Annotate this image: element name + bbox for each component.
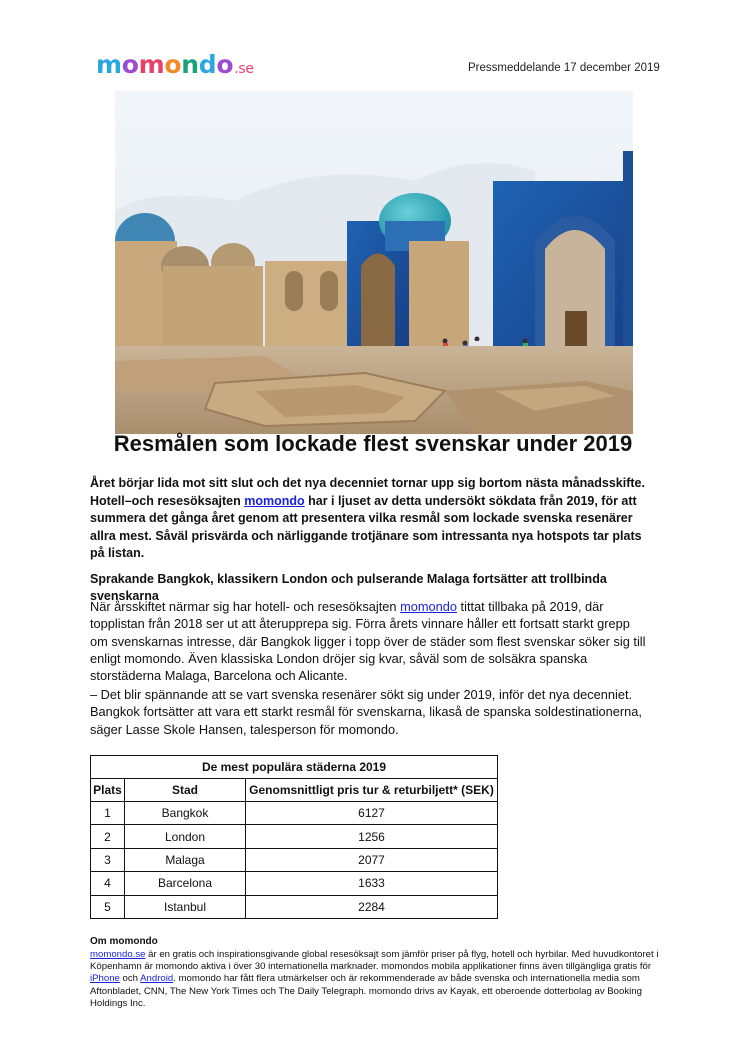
- lead-paragraph: [90, 475, 650, 563]
- momondo-se-link[interactable]: momondo.se: [90, 949, 146, 960]
- quote-paragraph: – Det blir spännande att se vart svenska resenärer sökt sig under 2019, inför det nya decenniet. Bangkok fortsätter att vara ett starkt resmål för svenskarna, likaså de spanska soldestinationerna, säger Lasse Skole Hansen, talesperson för momondo.: [90, 687, 642, 737]
- table-cell: 1256: [246, 825, 498, 848]
- momondo-link[interactable]: momondo: [400, 599, 457, 614]
- table-cell: 2077: [246, 848, 498, 871]
- table-cell: 5: [91, 895, 125, 918]
- table-cell: 3: [91, 848, 125, 871]
- table-row: [91, 825, 498, 848]
- logo-letter: o: [121, 50, 139, 79]
- table-cell: Istanbul: [125, 895, 246, 918]
- table-row: [91, 895, 498, 918]
- press-release-date: Pressmeddelande 17 december 2019: [468, 62, 660, 74]
- samarkand-photo-icon: [115, 91, 633, 434]
- logo-letter: n: [181, 50, 199, 79]
- about-text: är en gratis och inspirationsgivande global resesöksajt som jämför priser på flyg, hotell och hyrbilar. Med huvudkontoret i Köpenhamn är momondo aktiva i över 30 internationella marknader. momondos mobila applikationer finns även tillgängliga gratis för: [90, 949, 659, 973]
- logo-letter: o: [216, 50, 234, 79]
- logo-letter: m: [96, 50, 122, 79]
- table-title: De mest populära städerna 2019: [91, 756, 498, 779]
- lead-text: har i ljuset av detta undersökt sökdata från 2019, för att summera det gånga året genom att presentera vilka resmål som lockade svenska resenärer allra mest. Såväl prisvärda och närliggande trotjänare som intressanta nya hotspots tar plats på listan.: [90, 493, 642, 560]
- column-header-stad: Stad: [125, 779, 246, 802]
- table-cell: 2284: [246, 895, 498, 918]
- momondo-logo[interactable]: [96, 52, 254, 77]
- table-cell: 1633: [246, 872, 498, 895]
- table-cell: 4: [91, 872, 125, 895]
- table-cell: Bangkok: [125, 802, 246, 825]
- headline: Resmålen som lockade flest svenskar under 2019: [113, 431, 633, 456]
- table-cell: London: [125, 825, 246, 848]
- table-cell: 6127: [246, 802, 498, 825]
- body-text: När årsskiftet närmar sig har hotell- och resesöksajten: [90, 599, 401, 614]
- logo-letter: d: [198, 50, 217, 79]
- about-paragraph: [90, 949, 660, 1010]
- logo-letter: o: [164, 50, 182, 79]
- table-row: [91, 802, 498, 825]
- table-cell: 2: [91, 825, 125, 848]
- table-cell: 1: [91, 802, 125, 825]
- iphone-link[interactable]: iPhone: [90, 973, 120, 985]
- about-heading: Om momondo: [90, 936, 158, 947]
- android-link[interactable]: Android: [140, 973, 174, 985]
- body-text: tittat tillbaka på 2019, där topplistan från 2018 ser ut att återupprepa sig. Förra årets vinnare håller ett fortsatt starkt grepp om svenskarnas intresse, där Bangkok ligger i topp över de städer som flest svenskar söker sig till enligt momondo. Även klassiska London dröjer sig kvar, såväl som de solsäkra spanska storstäderna Malaga, Barcelona och Alicante.: [90, 599, 646, 684]
- logo-tld: .se: [234, 61, 254, 77]
- about-text: . momondo har fått flera utmärkelser och är rekommenderade av både svenska och internationella media som Aftonbladet, CNN, The New York Times och The Daily Telegraph. momondo drivs av Kayak, ett oberoende dotterbolag av Booking Holdings Inc.: [90, 973, 642, 1009]
- about-text: och: [119, 973, 141, 985]
- table-cell: Barcelona: [125, 872, 246, 895]
- section-subheading: Sprakande Bangkok, klassikern London och pulserande Malaga fortsätter att trollbinda svenskarna: [90, 572, 607, 603]
- table-cell: Malaga: [125, 848, 246, 871]
- momondo-link[interactable]: momondo: [244, 493, 305, 508]
- column-header-price: Genomsnittligt pris tur & returbiljett* (SEK): [246, 779, 498, 802]
- popular-cities-table: [90, 755, 498, 919]
- table-row: [91, 872, 498, 895]
- hero-image: [115, 91, 633, 434]
- lead-text: Året börjar lida mot sitt slut och det nya decenniet tornar upp sig bortom nästa månadsskifte. Hotell–och resesöksajten: [90, 476, 645, 508]
- body-paragraph: [90, 598, 650, 684]
- logo-letter: m: [138, 50, 165, 79]
- column-header-plats: Plats: [91, 779, 125, 802]
- table-row: [91, 848, 498, 871]
